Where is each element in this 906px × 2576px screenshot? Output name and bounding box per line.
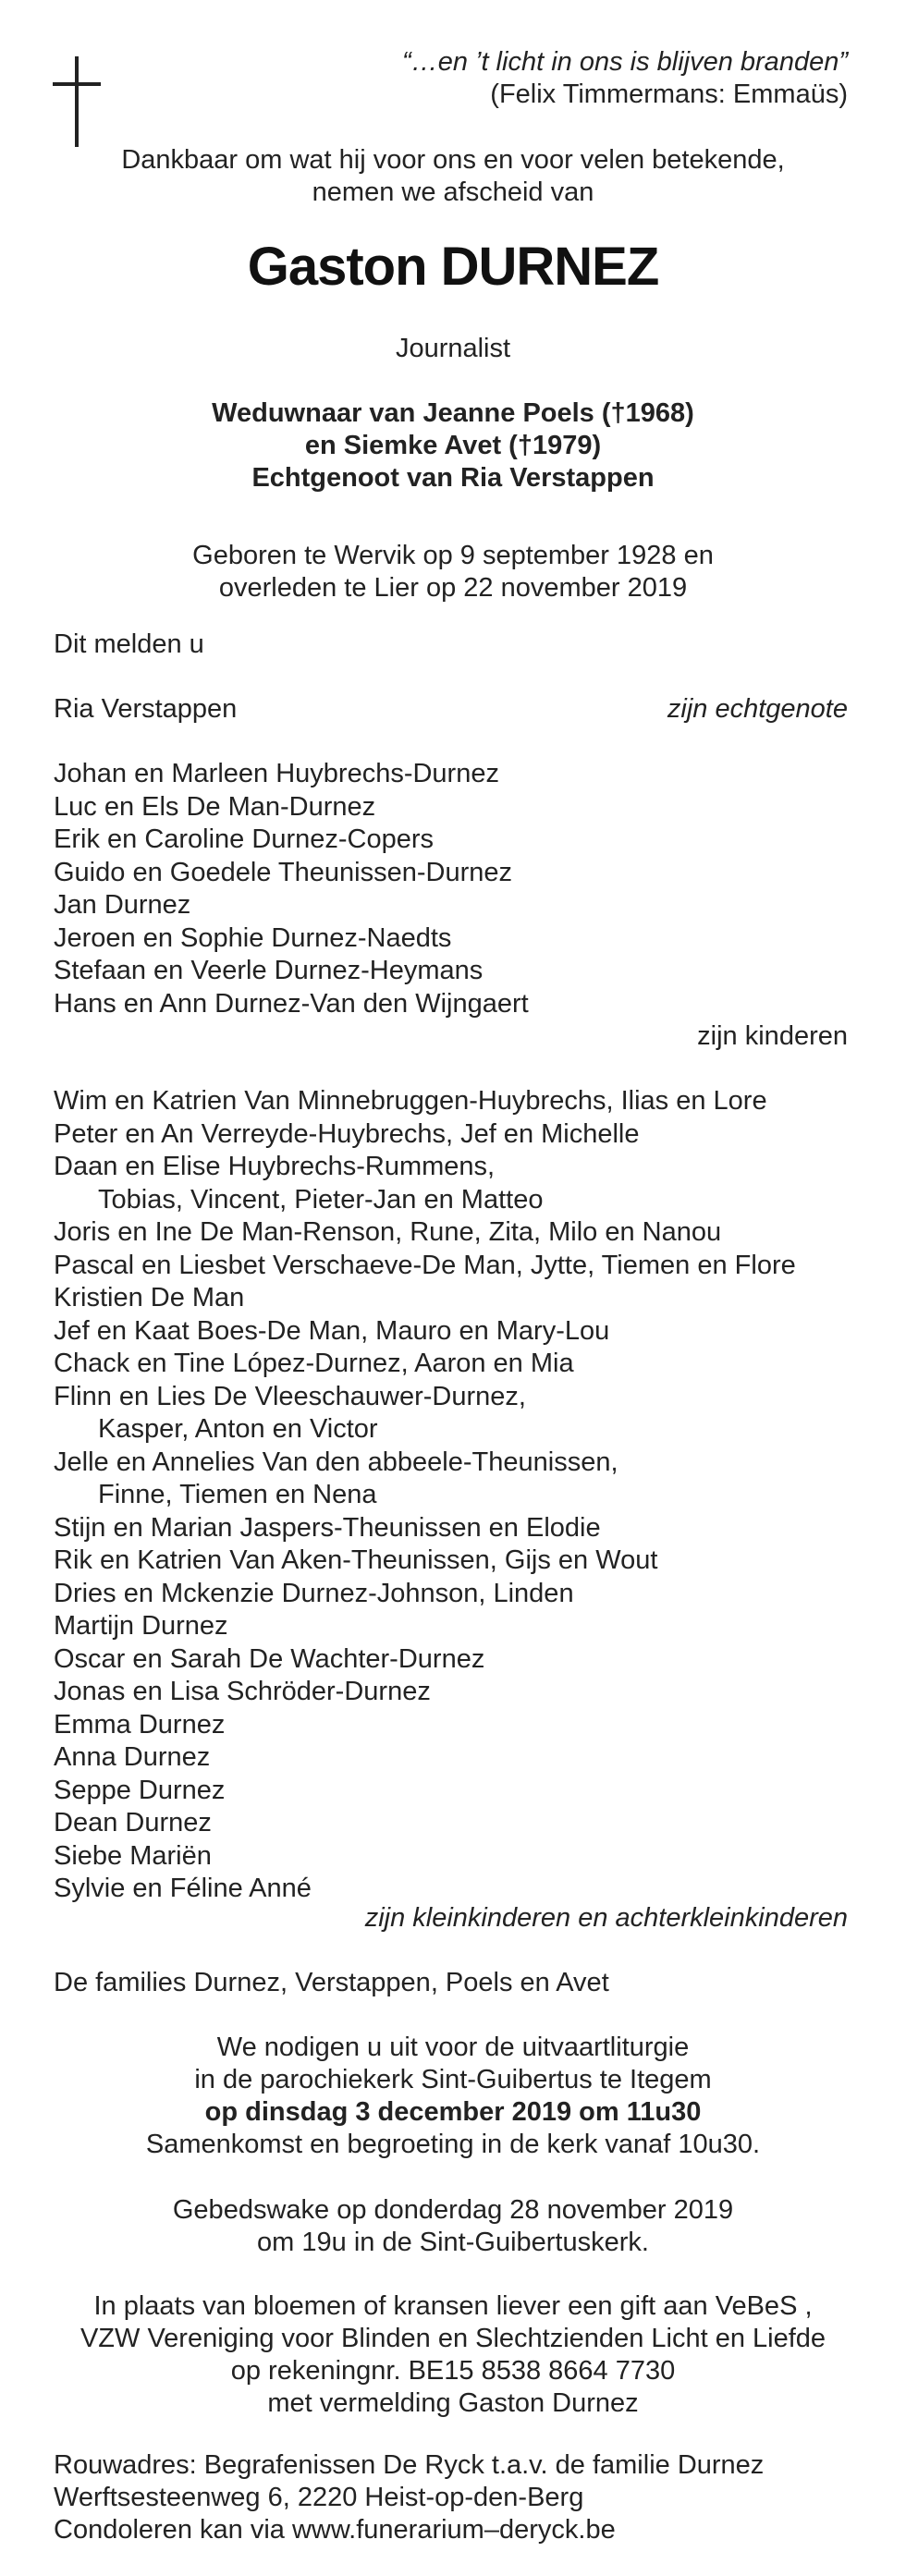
- donation-line-1: In plaats van bloemen of kransen liever een gift aan VeBeS ,: [93, 2291, 813, 2321]
- announce-text: Dit melden u: [54, 629, 204, 659]
- list-item: Dries en Mckenzie Durnez-Johnson, Linden: [54, 1578, 574, 1608]
- funeral-line-1: We nodigen u uit voor de uitvaartliturgie: [216, 2033, 690, 2062]
- list-item: Jeroen en Sophie Durnez-Naedts: [54, 922, 452, 953]
- list-item: Finne, Tiemen en Nena: [98, 1480, 377, 1509]
- birth-death-block: [0, 540, 906, 604]
- list-item: Kristien De Man: [54, 1283, 245, 1312]
- list-item: Sylvie en Féline Anné: [54, 1874, 312, 1903]
- birth-line: Geboren te Wervik op 9 september 1928 en: [192, 541, 714, 570]
- spouse-name: Ria Verstappen: [54, 694, 238, 724]
- list-item: Stijn en Marian Jaspers-Theunissen en Elodie: [54, 1512, 601, 1543]
- list-item: Dean Durnez: [54, 1808, 212, 1837]
- list-item: Oscar en Sarah De Wachter-Durnez: [54, 1643, 485, 1674]
- wake-block: [0, 2194, 906, 2259]
- list-item: Flinn en Lies De Vleeschauwer-Durnez,: [54, 1381, 526, 1411]
- list-item: Rik en Katrien Van Aken-Theunissen, Gijs en Wout: [54, 1545, 658, 1575]
- list-item: Jan Durnez: [54, 890, 191, 920]
- donation-line-4: met vermelding Gaston Durnez: [267, 2388, 639, 2418]
- address-line-2: Werftsesteenweg 6, 2220 Heist-op-den-Berg: [54, 2483, 584, 2512]
- children-role: zijn kinderen: [697, 1021, 848, 1051]
- quote-text: “…en ’t licht in ons is blijven branden”: [402, 47, 848, 77]
- deceased-name: Gaston DURNEZ: [247, 237, 659, 297]
- list-item: Hans en Ann Durnez-Van den Wijngaert: [54, 988, 529, 1019]
- wake-line-2: om 19u in de Sint-Guibertuskerk.: [257, 2228, 649, 2257]
- list-item: Kasper, Anton en Victor: [98, 1414, 378, 1444]
- list-item: Jelle en Annelies Van den abbeele-Theunissen,: [54, 1447, 618, 1477]
- condolence-link[interactable]: Condoleren kan via www.funerarium–deryck.be: [54, 2515, 616, 2545]
- list-item: Luc en Els De Man-Durnez: [54, 791, 376, 822]
- list-item: Siebe Mariën: [54, 1840, 212, 1871]
- list-item: Wim en Katrien Van Minnebruggen-Huybrechs, Ilias en Lore: [54, 1086, 767, 1116]
- spouse-role: zijn echtgenote: [667, 694, 848, 724]
- list-item: Stefaan en Veerle Durnez-Heymans: [54, 956, 484, 985]
- list-item: Pascal en Liesbet Verschaeve-De Man, Jytte, Tiemen en Flore: [54, 1250, 796, 1280]
- quote-source: (Felix Timmermans: Emmaüs): [490, 79, 848, 109]
- donation-line-3: op rekeningnr. BE15 8538 8664 7730: [230, 2356, 676, 2386]
- list-item: Guido en Goedele Theunissen-Durnez: [54, 857, 513, 887]
- list-item: Daan en Elise Huybrechs-Rummens,: [54, 1152, 496, 1181]
- death-line: overleden te Lier op 22 november 2019: [218, 573, 688, 603]
- families-text: De families Durnez, Verstappen, Poels en Avet: [54, 1968, 609, 1997]
- address-block: [54, 2449, 764, 2546]
- funeral-date: op dinsdag 3 december 2019 om 11u30: [204, 2097, 702, 2127]
- list-item: Seppe Durnez: [54, 1775, 226, 1805]
- list-item: Johan en Marleen Huybrechs-Durnez: [54, 759, 499, 788]
- address-line-1: Rouwadres: Begrafenissen De Ryck t.a.v. de familie Durnez: [54, 2450, 765, 2480]
- grandchildren-role: zijn kleinkinderen en achterkleinkinderen: [364, 1903, 848, 1933]
- relation-line-2: en Siemke Avet (†1979): [304, 431, 602, 460]
- relation-line-3: Echtgenoot van Ria Verstappen: [251, 463, 655, 493]
- quote-block: [402, 46, 848, 111]
- intro-line-2: nemen we afscheid van: [312, 177, 594, 207]
- list-item: Peter en An Verreyde-Huybrechs, Jef en Michelle: [54, 1118, 640, 1149]
- list-item: Tobias, Vincent, Pieter-Jan en Matteo: [98, 1184, 544, 1215]
- relation-line-1: Weduwnaar van Jeanne Poels (†1968): [212, 398, 694, 428]
- intro-line-1: Dankbaar om wat hij voor ons en voor velen betekende,: [121, 145, 785, 175]
- list-item: Erik en Caroline Durnez-Copers: [54, 824, 434, 854]
- children-list: [54, 758, 529, 1020]
- donation-block: [0, 2290, 906, 2420]
- list-item: Joris en Ine De Man-Renson, Rune, Zita, Milo en Nanou: [54, 1217, 722, 1247]
- list-item: Martijn Durnez: [54, 1611, 228, 1641]
- funeral-block: [0, 2032, 906, 2161]
- list-item: Jef en Kaat Boes-De Man, Mauro en Mary-Lou: [54, 1315, 610, 1346]
- list-item: Emma Durnez: [54, 1709, 226, 1740]
- funeral-line-4: Samenkomst en begroeting in de kerk vanaf 10u30.: [145, 2130, 761, 2159]
- donation-line-2: VZW Vereniging voor Blinden en Slechtzienden Licht en Liefde: [80, 2324, 826, 2353]
- funeral-line-2: in de parochiekerk Sint-Guibertus te Itegem: [194, 2065, 712, 2094]
- list-item: Anna Durnez: [54, 1742, 211, 1772]
- profession: Journalist: [395, 334, 511, 363]
- grandchildren-list: [54, 1085, 796, 1906]
- list-item: Jonas en Lisa Schröder-Durnez: [54, 1677, 431, 1706]
- intro-text: [0, 144, 906, 209]
- list-item: Chack en Tine López-Durnez, Aaron en Mia: [54, 1349, 574, 1378]
- wake-line-1: Gebedswake op donderdag 28 november 2019: [172, 2195, 734, 2225]
- relations-block: [0, 397, 906, 494]
